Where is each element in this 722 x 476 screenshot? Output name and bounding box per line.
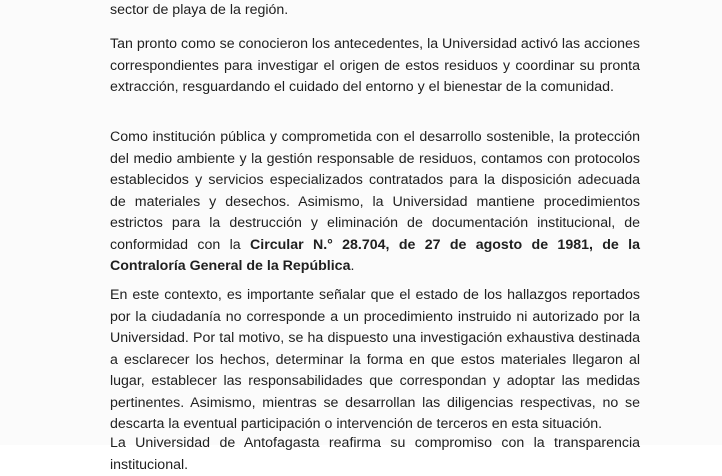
paragraph-text-end: . [350,258,355,274]
paragraph-text: Tan pronto como se conocieron los antecedentes, la Universidad activó las acciones correspondientes para investigar el origen de estos residuos y coordinar su pronta extracción, resguardando el cuidado del entorno y el bienestar de la comunidad. [110,36,640,95]
paragraph-text: La Universidad de Antofagasta reafirma su compromiso con la transparencia institucional. [110,435,640,473]
paragraph-text: Como institución pública y comprometida con el desarrollo sostenible, la protección del medio ambiente y la gestión responsable de residuos, contamos con protocolos establecidos y servicios especializados contratados para la disposición adecuada de materiales y desechos. Asimismo, la Universidad mantiene procedimientos estrictos para la destrucción y eliminación de documentación institucional, de conformidad con la [110,129,640,253]
paragraph-institutional-protocols [110,127,640,278]
paragraph-cutoff [110,433,640,476]
paragraph-text: En este contexto, es importante señalar que el estado de los hallazgos reportados por la ciudadanía no corresponde a un procedimiento instruido ni autorizado por la Universidad. Por tal motivo, se ha dispuesto una investigación exhaustiva destinada a esclarecer los hechos, determinar la forma en que estos materiales llegaron al lugar, establecer las responsabilidades que correspondan y adoptar las medidas pertinentes. Asimismo, mientras se desarrollan las diligencias respectivas, no se descarta la eventual participación o intervención de terceros en esta situación. [110,287,640,432]
paragraph-investigation [110,285,640,436]
paragraph-text: sector de playa de la región. [110,2,289,18]
paragraph-intro-end [110,0,640,22]
paragraph-university-actions [110,34,640,99]
regulation-reference: Circular N.° 28.704, de 27 de agosto de 1981, de la Contraloría General de la República [110,236,640,274]
